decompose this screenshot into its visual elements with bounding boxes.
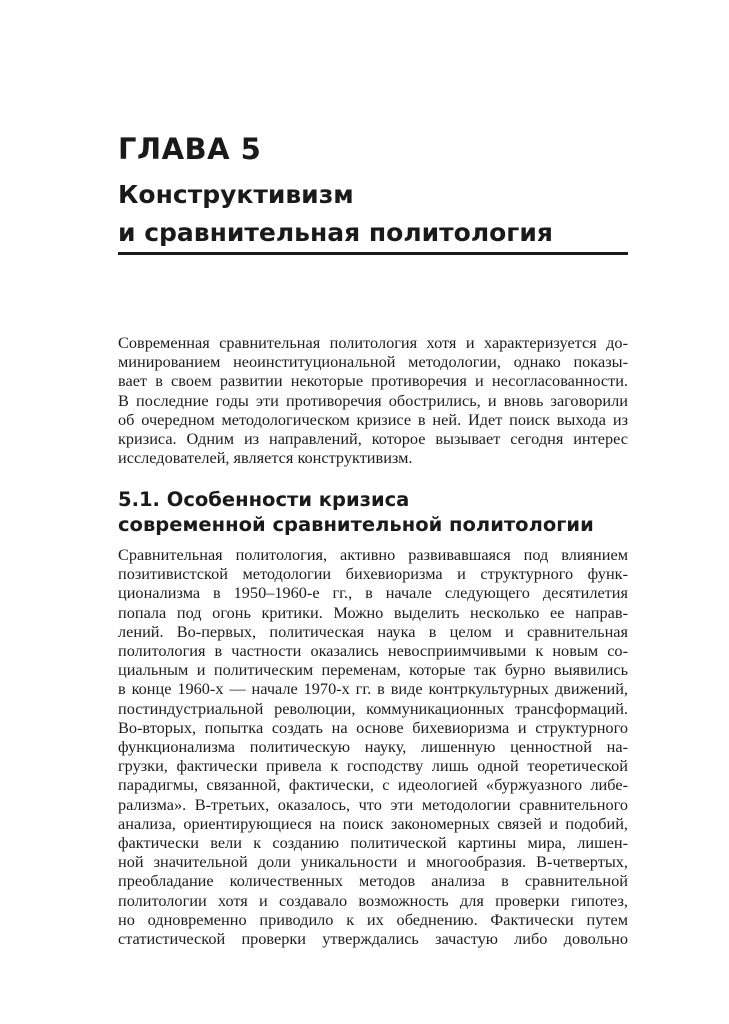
text-line: постиндустриальной революции, коммуникационных трансформаций.	[118, 698, 628, 718]
text-line: позитивистской методологии бихевиоризма и структурного функ-	[118, 564, 628, 584]
text-line: лений. Во-первых, политическая наука в целом и сравнительная	[118, 621, 628, 641]
text-line: ной значительной доли уникальности и многообразия. В-четвертых,	[118, 852, 628, 872]
text-line: минированием неоинституциональной методологии, однако показы-	[118, 352, 628, 372]
text-line: циальным и политическим переменам, которые так бурно выявились	[118, 660, 628, 680]
text-line: парадигмы, связанной, фактически, с идеологией «буржуазного либе-	[118, 775, 628, 795]
body-paragraph	[118, 545, 628, 948]
chapter-title-line: Конструктивизм	[118, 180, 354, 209]
text-line: политология в частности оказались невосприимчивыми к новым со-	[118, 641, 628, 661]
text-line: фактически вели к созданию политической картины мира, лишен-	[118, 833, 628, 853]
text-line: исследователей, является конструктивизм.	[118, 448, 413, 468]
text-line: функционализма политическую науку, лишенную ценностной на-	[118, 737, 628, 757]
text-line: анализа, ориентирующиеся на поиск закономерных связей и подобий,	[118, 813, 628, 833]
text-line: Во-вторых, попытка создать на основе бихевиоризма и структурного	[118, 717, 628, 737]
section-heading	[118, 487, 638, 537]
title-underline-rule	[118, 252, 628, 255]
section-heading-line: современной сравнительной политологии	[118, 513, 594, 536]
text-line: статистической проверки утверждались зачастую либо довольно	[118, 929, 628, 949]
text-line: рализма». В-третьих, оказалось, что эти методологии сравнительного	[118, 794, 628, 814]
chapter-title-line: и сравнительная политология	[118, 218, 553, 247]
text-line: Современная сравнительная политология хотя и характеризуется до-	[118, 333, 628, 352]
text-line: грузки, фактически привела к господству лишь одной теоретической	[118, 756, 628, 776]
text-line: кризиса. Одним из направлений, которое вызывает сегодня интерес	[118, 429, 628, 449]
text-line: преобладание количественных методов анализа в сравнительной	[118, 871, 628, 891]
text-line: Сравнительная политология, активно развивавшаяся под влиянием	[118, 545, 628, 564]
text-line: ционализма в 1950–1960-е гг., в начале следующего десятилетия	[118, 583, 628, 603]
section-heading-line: 5.1. Особенности кризиса	[118, 488, 410, 511]
intro-paragraph	[118, 333, 628, 467]
text-line: вает в своем развитии некоторые противоречия и несогласованности.	[118, 371, 628, 391]
chapter-label: ГЛАВА 5	[118, 132, 262, 166]
text-line: но одновременно приводило к их обеднению. Фактически путем	[118, 909, 628, 929]
text-line: попала под огонь критики. Можно выделить несколько ее направ-	[118, 602, 628, 622]
text-line: В последние годы эти противоречия обострились, и вновь заговорили	[118, 390, 628, 410]
chapter-title	[118, 176, 638, 252]
text-line: об очередном методологическом кризисе в ней. Идет поиск выхода из	[118, 409, 628, 429]
text-line: политологии хотя и создавало возможность для проверки гипотез,	[118, 890, 628, 910]
text-line: в конце 1960-х — начале 1970-х гг. в виде контркультурных движений,	[118, 679, 628, 699]
